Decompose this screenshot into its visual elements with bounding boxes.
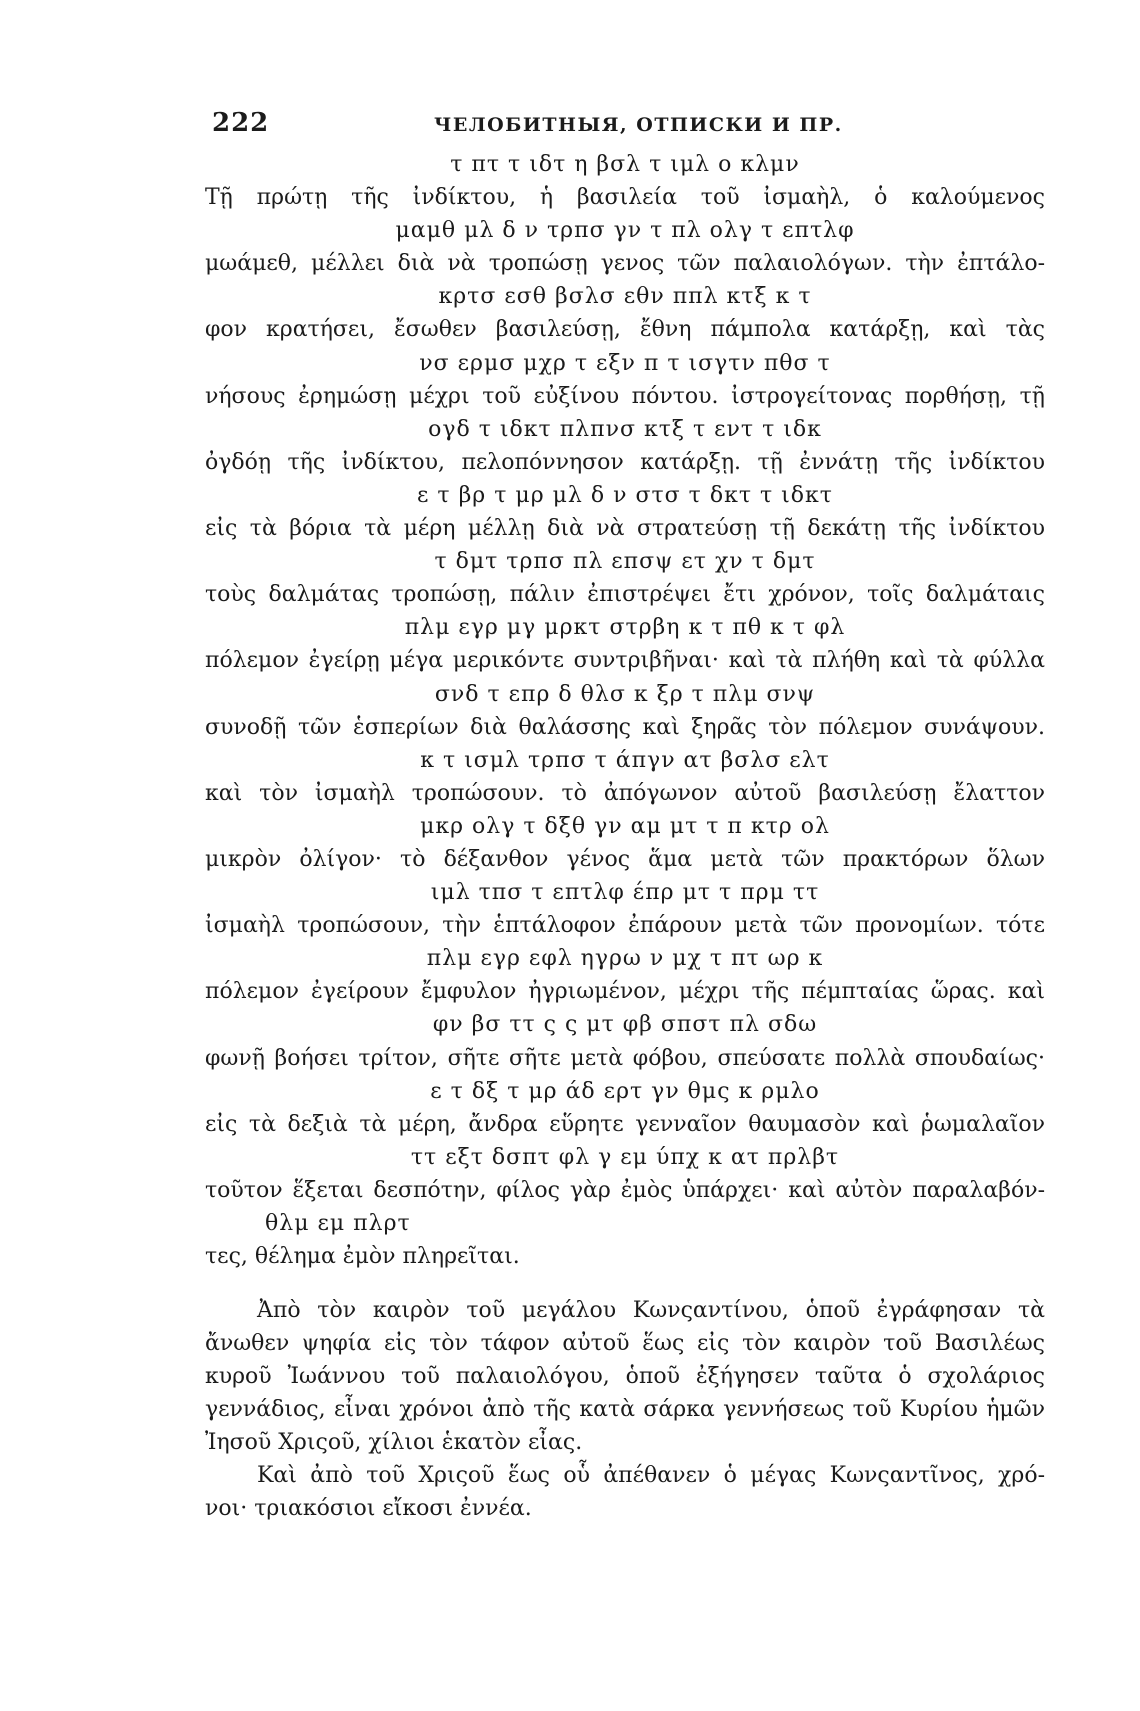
text-line: νήσους ἐρημώσῃ μέχρι τοῦ εὐξίνου πόντου. ἰστρογείτονας πορθήσῃ, τῇ	[205, 383, 1045, 409]
text-line: τες, θέλημα ἐμὸν πληρεῖται.	[205, 1244, 520, 1270]
abbreviation-line: ε τ βρ τ μρ μλ δ ν στσ τ δκτ τ ιδκτ	[417, 482, 833, 508]
text-line: καὶ τὸν ἰσμαὴλ τροπώσουν. τὸ ἀπόγωνον αὐτοῦ βασιλεύσῃ ἔλαττον	[205, 780, 1045, 806]
paragraph-line: Ἀπὸ τὸν καιρὸν τοῦ μεγάλου Κωνςαντίνου, ὁποῦ ἐγράφησαν τὰ	[257, 1298, 1045, 1323]
abbreviation-line: ιμλ τπσ τ επτλφ έπρ μτ τ πρμ ττ	[430, 880, 820, 906]
abbreviation-line: τ δμτ τρπσ πλ επσψ ετ χν τ δμτ	[434, 549, 816, 575]
paragraph-line: Καὶ ἀπὸ τοῦ Χριςοῦ ἕως οὗ ἀπέθανεν ὁ μέγας Κωνςαντῖνος, χρό-	[257, 1463, 1045, 1488]
abbreviation-line: νσ ερμσ μχρ τ εξν π τ ισγτν πθσ τ	[419, 350, 831, 376]
abbreviation-line: τ πτ τ ιδτ η βσλ τ ιμλ ο κλμν	[450, 152, 800, 177]
prophecy-text-block	[205, 148, 1045, 1273]
text-line: πόλεμον ἐγείρῃ μέγα μερικόντε συντριβῆναι· καὶ τὰ πλήθη καὶ τὰ φύλλα	[205, 648, 1045, 674]
text-line: πόλεμον ἐγείρουν ἔμφυλον ἠγριωμένον, μέχρι τῆς πέμπταίας ὥρας. καὶ	[205, 979, 1045, 1005]
abbreviation-line: θλμ εμ πλρτ	[265, 1211, 411, 1236]
text-line: εἰς τὰ βόρια τὰ μέρη μέλλῃ διὰ νὰ στρατεύσῃ τῇ δεκάτῃ τῆς ἰνδίκτου	[205, 516, 1045, 542]
text-line: φωνῇ βοήσει τρίτον, σῆτε σῆτε μετὰ φόβου, σπεύσατε πολλὰ σπουδαίως·	[205, 1045, 1045, 1071]
text-line: εἰς τὰ δεξιὰ τὰ μέρη, ἄνδρα εὕρητε γενναῖον θαυμασὸν καὶ ῥωμαλαῖον	[205, 1111, 1045, 1137]
page-header	[212, 108, 1042, 148]
abbreviation-line: πλμ εγρ μγ μρκτ στρβη κ τ πθ κ τ φλ	[404, 615, 846, 641]
paragraph-line: ἄνωθεν ψηφία εἰς τὸν τάφον αὐτοῦ ἕως εἰς τὸν καιρὸν τοῦ Βασιλέως	[205, 1331, 1045, 1356]
abbreviation-line: κρτσ εσθ βσλσ εθν ππλ κτξ κ τ	[438, 284, 812, 310]
text-line: ἰσμαὴλ τροπώσουν, τὴν ἑπτάλοφον ἐπάρουν μετὰ τῶν προνομίων. τότε	[205, 913, 1045, 939]
abbreviation-line: ε τ δξ τ μρ άδ ερτ γν θμς κ ρμλο	[430, 1078, 820, 1104]
text-line: συνοδῇ τῶν ἑσπερίων διὰ θαλάσσης καὶ ξηρᾶς τὸν πόλεμον συνάψουν.	[205, 714, 1045, 740]
abbreviation-line: ογδ τ ιδκτ πλπνσ κτξ τ εντ τ ιδκ	[428, 416, 822, 442]
paragraph-line: νοι· τριακόσιοι εἴκοσι ἐννέα.	[205, 1496, 532, 1521]
paragraph	[205, 1294, 1045, 1459]
paragraph-line: γεννάδιος, εἶναι χρόνοι ἀπὸ τῆς κατὰ σάρκα γεννήσεως τοῦ Κυρίου ἡμῶν	[205, 1397, 1045, 1422]
abbreviation-line: φν βσ ττ ς ς μτ φβ σπστ πλ σδω	[432, 1012, 818, 1038]
text-line: τοὺς δαλμάτας τροπώσῃ, πάλιν ἐπιστρέψει ἔτι χρόνον, τοῖς δαλμάταις	[205, 582, 1045, 608]
text-line: Τῇ πρώτῃ τῆς ἰνδίκτου, ἡ βασιλεία τοῦ ἰσμαὴλ, ὁ καλούμενος	[205, 185, 1045, 211]
abbreviation-line: μκρ ολγ τ δξθ γν αμ μτ τ π κτρ ολ	[420, 813, 830, 839]
abbreviation-line: κ τ ισμλ τρπσ τ άπγν ατ βσλσ ελτ	[420, 747, 830, 773]
page-number: 222	[212, 108, 270, 138]
text-line: μωάμεθ, μέλλει διὰ νὰ τροπώσῃ γενος τῶν παλαιολόγων. τὴν ἐπτάλο-	[205, 251, 1045, 277]
abbreviation-line: μαμθ μλ δ ν τρπσ γν τ πλ ολγ τ επτλφ	[395, 218, 855, 244]
text-line: μικρὸν ὀλίγον· τὸ δέξανθον γένος ἅμα μετὰ τῶν πρακτόρων ὅλων	[205, 846, 1045, 872]
text-line: ὀγδόῃ τῆς ἰνδίκτου, πελοπόννησον κατάρξῃ. τῇ ἐννάτῃ τῆς ἰνδίκτου	[205, 449, 1045, 475]
text-line: τοῦτον ἕξεται δεσπότην, φίλος γὰρ ἐμὸς ὑπάρχει· καὶ αὐτὸν παραλαβόν-	[205, 1177, 1045, 1203]
paragraph-line: Ἰησοῦ Χριςοῦ, χίλιοι ἑκατὸν εἶας.	[205, 1430, 583, 1455]
abbreviation-line: ττ εξτ δσπτ φλ γ εμ ύπχ κ ατ πρλβτ	[410, 1144, 840, 1170]
text-line: φον κρατήσει, ἔσωθεν βασιλεύσῃ, ἔθνη πάμπολα κατάρξῃ, καὶ τὰς	[205, 317, 1045, 343]
paragraph-line: κυροῦ Ἰωάννου τοῦ παλαιολόγου, ὁποῦ ἐξήγησεν ταῦτα ὁ σχολάριος	[205, 1364, 1045, 1389]
abbreviation-line: πλμ εγρ εφλ ηγρω ν μχ τ πτ ωρ κ	[426, 946, 824, 972]
abbreviation-line: σνδ τ επρ δ θλσ κ ξρ τ πλμ σνψ	[434, 681, 816, 707]
commentary-text-block	[205, 1294, 1045, 1525]
running-title: ЧЕЛОБИТНЫЯ, ОТПИСКИ И ПР.	[434, 114, 843, 136]
paragraph	[205, 1459, 1045, 1525]
